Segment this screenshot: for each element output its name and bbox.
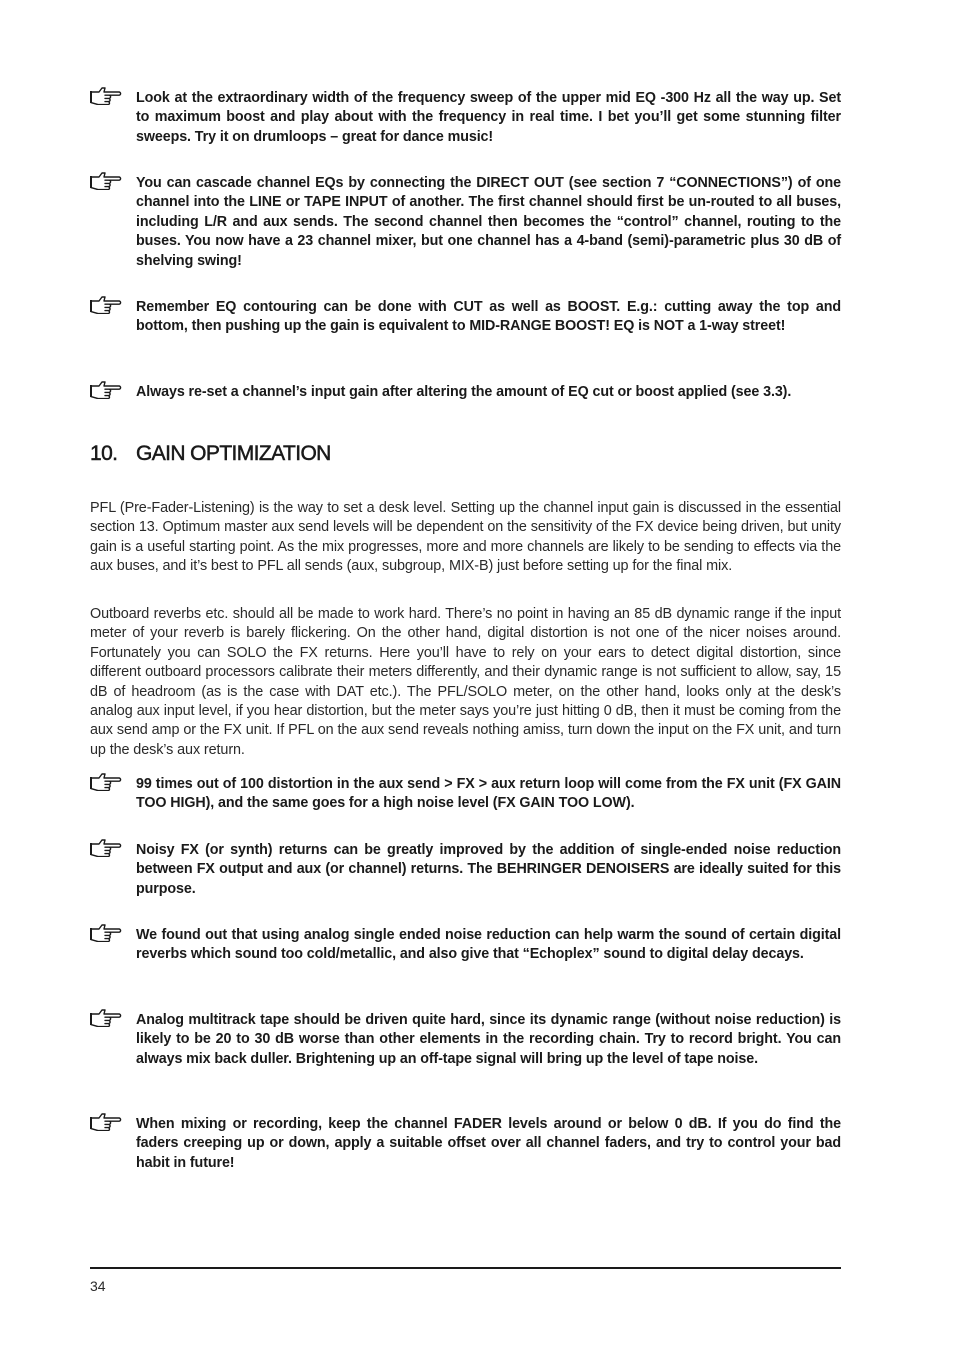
pointing-hand-icon — [90, 83, 122, 105]
pointing-hand-icon — [90, 1109, 122, 1131]
tip-note — [90, 1115, 841, 1173]
footer-rule — [90, 1267, 841, 1269]
tip-text: You can cascade channel EQs by connecting the DIRECT OUT (see section 7 “CONNECTIONS”) of one channel into the LINE or TAPE INPUT of another. The first channel should first be un-routed to all buses, including L/R and aux sends. The second channel then becomes the “control” channel, routing to the buses. You now have a 23 channel mixer, but one channel has a 4-band (semi)-parametric plus 30 dB of shelving swing! — [136, 175, 841, 269]
body-paragraph: PFL (Pre-Fader-Listening) is the way to set a desk level. Setting up the channel input gain is discussed in the essential section 13. Optimum master aux send levels will be dependent on the sensitivity of the FX device being driven, but unity gain is a useful starting point. As the mix progresses, more and more channels are likely to be sending to effects via the aux buses, and it’s best to PFL all sends (aux, subgroup, MIX-B) just before setting up for the final mix. — [90, 500, 841, 575]
tip-note — [90, 174, 841, 271]
tip-note — [90, 775, 841, 814]
tip-text: Analog multitrack tape should be driven quite hard, since its dynamic range (without noise reduction) is likely to be 20 to 30 dB worse than other elements in the recording chain. Try to record bright. You can always mix back duller. Brightening up an off-tape signal will bring up the level of tape noise. — [136, 1012, 841, 1067]
pointing-hand-icon — [90, 1005, 122, 1027]
page-number: 34 — [90, 1278, 106, 1294]
pointing-hand-icon — [90, 920, 122, 942]
tip-text: 99 times out of 100 distortion in the aux send > FX > aux return loop will come from the FX unit (FX GAIN TOO HIGH), and the same goes for a high noise level (FX GAIN TOO LOW). — [136, 776, 841, 812]
tip-text: Always re-set a channel’s input gain after altering the amount of EQ cut or boost applied (see 3.3). — [136, 384, 792, 400]
tip-text: Noisy FX (or synth) returns can be greatly improved by the addition of single-ended noise reduction between FX output and aux (or channel) returns. The BEHRINGER DENOISERS are ideally suited for this purpose. — [136, 842, 841, 897]
body-paragraph: Outboard reverbs etc. should all be made to work hard. There’s no point in having an 85 dB dynamic range if the input meter of your reverb is barely flickering. On the other hand, digital distortion is not one of the nicer noises around. Fortunately you can SOLO the FX returns. Here you’ll have to rely on your ears to detect digital distortion, since different outboard processors calibrate their meters differently, and their dynamic range is not sufficient to allow, say, 15 dB of headroom (as is the case with DAT etc.). The PFL/SOLO meter, on the other hand, looks only at the desk’s analog aux input level, if you hear distortion, but the meter says you’re just hitting 0 dB, then it must be coming from the aux send amp or the FX unit. If PFL on the aux send reveals nothing amiss, turn down the input on the FX unit, and turn up the desk’s aux return. — [90, 606, 841, 758]
tip-text: Look at the extraordinary width of the frequency sweep of the upper mid EQ -300 Hz all the way up. Set to maximum boost and play about with the frequency in real time. I bet you’ll get some stunning filter sweeps. Try it on drumloops – great for dance music! — [136, 90, 841, 145]
tip-note — [90, 1011, 841, 1069]
pointing-hand-icon — [90, 769, 122, 791]
pointing-hand-icon — [90, 292, 122, 314]
tip-text: We found out that using analog single ended noise reduction can help warm the sound of certain digital reverbs which sound too cold/metallic, and also give that “Echoplex” sound to digital delay decays. — [136, 927, 841, 963]
tip-note — [90, 383, 841, 402]
tip-note — [90, 926, 841, 965]
pointing-hand-icon — [90, 377, 122, 399]
section-number: 10. — [90, 442, 118, 465]
section-title: GAIN OPTIMIZATION — [136, 442, 331, 465]
tip-note — [90, 298, 841, 337]
tip-text: When mixing or recording, keep the channel FADER levels around or below 0 dB. If you do find the faders creeping up or down, apply a suitable offset over all channel faders, and try to control your bad habit in future! — [136, 1116, 841, 1171]
tip-note — [90, 89, 841, 147]
pointing-hand-icon — [90, 835, 122, 857]
pointing-hand-icon — [90, 168, 122, 190]
tip-note — [90, 841, 841, 899]
tip-text: Remember EQ contouring can be done with CUT as well as BOOST. E.g.: cutting away the top and bottom, then pushing up the gain is equivalent to MID-RANGE BOOST! EQ is NOT a 1-way street! — [136, 299, 841, 335]
section-heading — [90, 442, 331, 466]
